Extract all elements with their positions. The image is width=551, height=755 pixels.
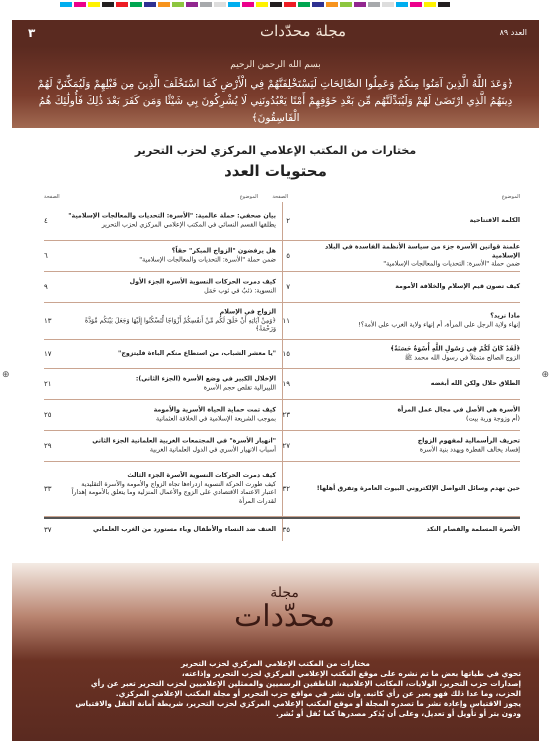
- toc-row: [44, 202, 520, 241]
- toc-page-number: ٢١: [44, 380, 52, 388]
- toc-entry-title: الأسرة المسلمة والفصام النكد: [426, 525, 520, 533]
- toc-entry-title: الإخلال الكبير في وضع الأسرة (الجزء الثاني):: [135, 375, 276, 383]
- registration-mark-icon: ⊕: [2, 370, 10, 380]
- toc-entry-subtitle: بموجب الشريعة الإسلامية في الخلافة العثمانية: [155, 415, 276, 422]
- toc-page-number: ٣٥: [282, 526, 290, 534]
- contents-subtitle: مختارات من المكتب الإعلامي المركزي لحزب التحرير: [134, 144, 417, 157]
- toc-page-number: ٣٣: [44, 485, 52, 493]
- toc-entry-title: الأسرة هي الأصل في مجال عمل المرأة: [397, 406, 520, 414]
- toc-entry-title: كيف دمرت الحركات النسوية الأسرة الجزء الثالث: [127, 472, 276, 479]
- toc-entry-subtitle: ﴿وَمِنْ آيَاتِهِ أَنْ خَلَقَ لَكُم مِّنْ أَنفُسِكُمْ أَزْوَاجًا لِّتَسْكُنُوا إِلَيْهَا وَجَعَلَ بَيْنَكُم مَّوَدَّةً وَرَحْمَةً﴾: [84, 316, 276, 333]
- column-divider: [282, 340, 283, 368]
- toc-entry-subtitle: أسباب الانهيار الأسري في الدول العلمانية الغربية: [149, 446, 276, 453]
- column-divider: [282, 202, 283, 240]
- toc-rows: [44, 202, 520, 541]
- quran-verse-banner: [12, 46, 539, 128]
- toc-entry-title: علمنة قوانين الأسرة جزء من سياسة الأنظمة الفاسدة في البلاد الإسلامية: [324, 243, 520, 259]
- toc-entry: [298, 380, 520, 389]
- toc-page-number: ١٣: [44, 317, 52, 325]
- toc-entry-title: كيف تمت حماية الحياة الأسرية والأمومة: [153, 406, 276, 414]
- toc-entry-subtitle: الليبرالية تقلص حجم الأسرة: [203, 384, 276, 391]
- toc-row: [44, 431, 520, 462]
- toc-page-number: ٢٣: [282, 411, 290, 419]
- toc-page-number: ٣٢: [282, 485, 290, 493]
- page-header: [12, 20, 539, 46]
- toc-entry: [66, 350, 276, 359]
- toc-entry-subtitle: يطلقها القسم النسائي في المكتب الإعلامي المركزي لحزب التحرير: [101, 221, 276, 228]
- column-divider: [282, 272, 283, 302]
- info-line: ودون بتر أو تأويل أو تعديل، وعلى أن يُذكر مصدرها كما نُقل أو نُشر.: [275, 709, 521, 718]
- toc-row: [44, 369, 520, 400]
- column-divider: [282, 519, 283, 541]
- column-divider: [282, 303, 283, 339]
- toc-entry-subtitle: النسوية: ذئبٌ في ثوب حَمَل: [204, 287, 276, 294]
- registration-mark-icon: ⊕: [541, 370, 549, 380]
- toc-page-number: ٢٥: [44, 411, 52, 419]
- info-line: يجوز الاقتباس وإعادة نشر ما تصدره المجلة أو موقع المكتب الإعلامي المركزي لحزب التحرير، شريطة أمانة النقل والاقتباس: [75, 699, 521, 708]
- toc-page-number: ١٧: [44, 350, 52, 358]
- toc-entry-subtitle: الزوج الصالح متمثلاً في رسول الله محمد ﷺ: [404, 354, 520, 361]
- toc-row: [44, 517, 520, 541]
- toc-entry-title: الكلمة الافتتاحية: [469, 216, 520, 224]
- toc-entry-title: الطلاق حلال ولكن الله أبغضه: [430, 379, 520, 387]
- toc-page-number: ٢٩: [44, 442, 52, 450]
- toc-entry-subtitle: إفساد يخالف الفطرة ويهدد بنية الأسرة: [419, 446, 520, 453]
- issue-number: العدد ٨٩: [499, 28, 527, 37]
- toc-row: [44, 303, 520, 340]
- column-divider: [282, 431, 283, 461]
- toc-page-number: ٦: [44, 252, 48, 260]
- toc-entry: [66, 279, 276, 296]
- basmala: بسم الله الرحمن الرحيم: [230, 60, 321, 70]
- toc-entry-subtitle: ضمن حملة "الأسرة: التحديات والمعالجات الإسلامية": [383, 260, 520, 268]
- toc-entry-title: "انهيار الأسرة" في المجتمعات الغربية العلمانية الجزء الثاني: [92, 437, 276, 445]
- toc-row: [44, 400, 520, 431]
- header-logo: مجلة محدّدات: [260, 22, 347, 40]
- toc-entry: [66, 438, 276, 455]
- table-of-contents: [44, 192, 520, 541]
- toc-entry: [298, 346, 520, 363]
- toc-entry-subtitle: ضمن حملة "الأسرة: التحديات والمعالجات الإسلامية": [139, 256, 276, 263]
- page-number: ٣: [28, 26, 36, 40]
- magazine-logo: [234, 585, 335, 633]
- toc-entry-title: العنف ضد النساء والأطفال وباء مستورد من الغرب العلماني: [93, 525, 276, 533]
- toc-entry-title: ﴿لَقَدْ كَانَ لَكُمْ فِي رَسُولِ اللَّهِ أُسْوَةٌ حَسَنَةٌ﴾: [390, 345, 520, 353]
- toc-entry-subtitle: (أم وزوجة وربة بيت): [465, 415, 520, 422]
- toc-entry-title: كيف تصون قيم الإسلام والخلافة الأمومة: [395, 282, 520, 290]
- toc-header-page: الصفحة: [272, 194, 288, 200]
- column-divider: [282, 241, 283, 271]
- magazine-info-text: [30, 659, 521, 719]
- toc-entry-title: حين تهدم وسائل التواصل الإلكتروني البيوت العامرة وتفرق أهلها!: [316, 484, 520, 492]
- toc-entry-title: ماذا نريد؟: [490, 312, 520, 320]
- magazine-info-panel: [12, 563, 539, 741]
- info-line: الحزب، وما عدا ذلك فهو يعبر عن رأي كاتبه. وإن نشر في مواقع حزب التحرير أو مجلة المكتب الإعلامي المركزي.: [115, 689, 521, 698]
- toc-row: [44, 272, 520, 303]
- toc-entry-title: الزواج في الإسلام: [219, 308, 276, 316]
- toc-row: [44, 462, 520, 517]
- column-divider: [282, 400, 283, 430]
- toc-page-number: ٩: [44, 283, 48, 291]
- toc-header-page: الصفحة: [44, 194, 60, 200]
- toc-page-number: ٧: [286, 283, 290, 291]
- column-divider: [282, 369, 283, 399]
- toc-entry: [298, 438, 520, 455]
- toc-page-number: ١٥: [282, 350, 290, 358]
- toc-entry: [66, 213, 276, 230]
- toc-entry-title: بيان صحفي: حملة عالمية: "الأسرة: التحديات والمعالجات الإسلامية": [68, 212, 276, 220]
- toc-entry-title: هل يرفضون "الزواج المبكر" حقاً؟: [171, 247, 276, 255]
- info-line: إصدارات حزب التحرير، الولايات، المكاتب الإعلامية، الناطقين الرسميين والممثلين الإعلاميين لحزب التحرير تعبر عن رأي: [90, 679, 521, 688]
- toc-page-number: ١٩: [282, 380, 290, 388]
- toc-page-number: ٣٧: [44, 526, 52, 534]
- toc-entry: [298, 283, 520, 292]
- toc-entry: [298, 526, 520, 535]
- toc-page-number: ٢: [286, 217, 290, 225]
- toc-entry: [298, 485, 520, 494]
- info-line: تحوي في طياتها بعض ما تم نشره على موقع المكتب الإعلامي المركزي لحزب التحرير وإذاعته،: [181, 669, 521, 678]
- toc-entry: [66, 248, 276, 265]
- toc-page-number: ٥: [286, 252, 290, 260]
- toc-header-topic: الموضوع: [501, 194, 520, 200]
- toc-entry-title: "يا معشر الشباب، من استطاع منكم الباءة فليتزوج": [118, 349, 276, 357]
- toc-entry-title: تحريف الرأسمالية لمفهوم الزواج: [417, 437, 520, 445]
- toc-row: [44, 340, 520, 369]
- info-line: مختارات من المكتب الإعلامي المركزي لحزب التحرير: [180, 659, 370, 668]
- toc-entry: [298, 313, 520, 330]
- toc-entry-title: كيف دمرت الحركات النسوية الأسرة الجزء الأول: [129, 278, 276, 286]
- toc-entry: [298, 217, 520, 226]
- toc-entry-subtitle: كيف طورت الحركة النسوية ازدراءها تجاه الزواج والأمومة والأسرة التقليدية اعتبار الاعتماد الاقتصادي على الزوج والأعمال المنزلية وما يتعلق بالأمومة إهداراً لقدرات المرأة: [71, 480, 276, 505]
- toc-entry: [66, 526, 276, 535]
- toc-entry: [298, 243, 520, 269]
- toc-page-number: ٤: [44, 217, 48, 225]
- toc-header: [44, 192, 520, 202]
- toc-entry: [66, 472, 276, 506]
- column-divider: [282, 462, 283, 516]
- print-color-bar: [60, 2, 450, 7]
- toc-entry: [66, 376, 276, 393]
- contents-title: محتويات العدد: [224, 162, 327, 180]
- toc-page-number: ١١: [282, 317, 290, 325]
- magazine-logo-small: مجلة: [270, 585, 299, 601]
- quran-verse: ﴿وَعَدَ اللَّهُ الَّذِينَ آمَنُوا مِنكُمْ وَعَمِلُوا الصَّالِحَاتِ لَيَسْتَخْلِفَنَّهُمْ فِي الْأَرْضِ كَمَا اسْتَخْلَفَ الَّذِينَ مِن قَبْلِهِمْ وَلَيُمَكِّنَنَّ لَهُمْ دِينَهُمُ الَّذِي ارْتَضَىٰ لَهُمْ وَلَيُبَدِّلَنَّهُم مِّن بَعْدِ خَوْفِهِمْ أَمْنًا يَعْبُدُونَنِي لَا يُشْرِكُونَ بِي شَيْئًا وَمَن كَفَرَ بَعْدَ ذَٰلِكَ فَأُولَٰئِكَ هُمُ الْفَاسِقُونَ﴾: [37, 78, 514, 124]
- toc-page-number: ٢٧: [282, 442, 290, 450]
- toc-entry: [298, 407, 520, 424]
- toc-entry-subtitle: إنهاء ولاية الرجل على المرأة، أم إنهاء ولاية الغرب على الأمة؟!: [358, 321, 520, 328]
- magazine-logo-big: محدّدات: [234, 599, 336, 634]
- toc-entry: [66, 308, 276, 334]
- contents-title-block: [12, 128, 539, 188]
- toc-header-topic: الموضوع: [239, 194, 258, 200]
- toc-row: [44, 241, 520, 272]
- toc-entry: [66, 407, 276, 424]
